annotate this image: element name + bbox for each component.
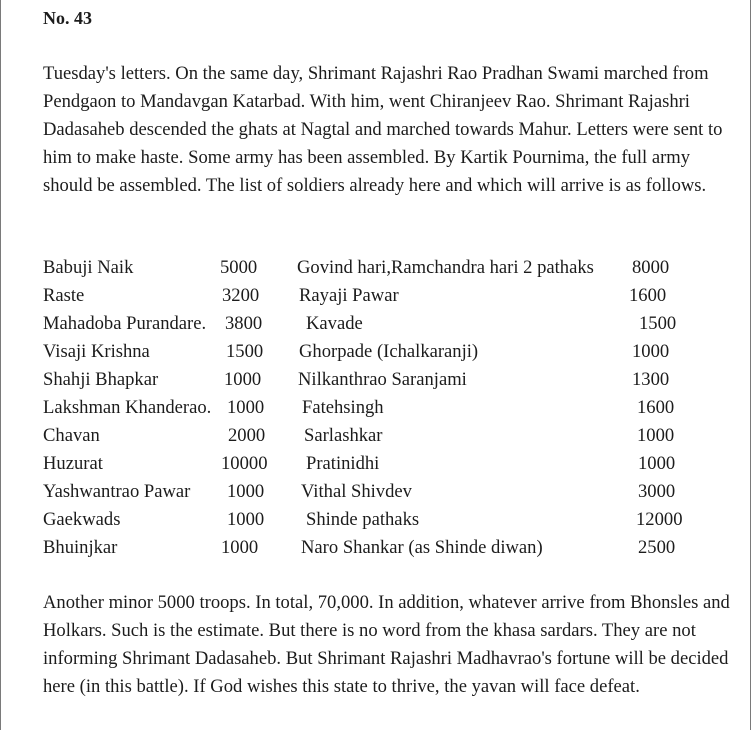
left-name: Raste (43, 285, 85, 306)
right-count: 12000 (636, 509, 683, 530)
left-count: 10000 (221, 453, 268, 474)
troop-row (1, 534, 752, 562)
right-count: 1600 (637, 397, 675, 418)
troop-row (1, 478, 752, 506)
troop-row (1, 338, 752, 366)
left-count: 1000 (221, 537, 259, 558)
left-name: Babuji Naik (43, 257, 134, 278)
troop-row (1, 310, 752, 338)
left-count: 5000 (220, 257, 258, 278)
left-name: Yashwantrao Pawar (43, 481, 191, 502)
troop-row (1, 506, 752, 534)
right-count: 1500 (639, 313, 677, 334)
right-name: Govind hari,Ramchandra hari 2 pathaks (297, 257, 594, 278)
right-count: 1600 (629, 285, 667, 306)
troop-row (1, 450, 752, 478)
right-name: Shinde pathaks (306, 509, 420, 530)
right-name: Rayaji Pawar (299, 285, 399, 306)
troop-row (1, 366, 752, 394)
left-count: 1000 (227, 481, 265, 502)
right-name: Vithal Shivdev (301, 481, 412, 502)
right-count: 2500 (638, 537, 676, 558)
left-count: 1000 (224, 369, 262, 390)
left-name: Bhuinjkar (43, 537, 118, 558)
right-count: 1000 (638, 453, 676, 474)
right-name: Kavade (306, 313, 363, 334)
left-count: 2000 (228, 425, 266, 446)
troop-row (1, 254, 752, 282)
left-name: Huzurat (43, 453, 103, 474)
letter-number: No. 43 (43, 8, 92, 28)
right-name: Fatehsingh (302, 397, 384, 418)
left-count: 3800 (225, 313, 263, 334)
left-name: Lakshman Khanderao. (43, 397, 212, 418)
left-count: 3200 (222, 285, 260, 306)
intro-paragraph: Tuesday's letters. On the same day, Shrimant Rajashri Rao Pradhan Swami marched from Pendgaon to Mandavgan Katarbad. With him, went Chiranjeev Rao. Shrimant Rajashri Dadasaheb descended the ghats at Nagtal and marched towards Mahur. Letters were sent to him to make haste. Some army has been assembled. By Kartik Pournima, the full army should be assembled. The list of soldiers already here and which will arrive is as follows. (43, 63, 723, 196)
left-count: 1000 (227, 509, 265, 530)
left-count: 1000 (227, 397, 265, 418)
right-name: Ghorpade (Ichalkaranji) (299, 341, 479, 362)
conclusion-paragraph: Another minor 5000 troops. In total, 70,000. In addition, whatever arrive from Bhonsles and Holkars. Such is the estimate. But there is no word from the khasa sardars. They are not informing Shrimant Dadasaheb. But Shrimant Rajashri Madhavrao's fortune will be decided here (in this battle). If God wishes this state to thrive, the yavan will face defeat. (43, 592, 730, 697)
left-count: 1500 (226, 341, 264, 362)
right-name: Pratinidhi (306, 453, 380, 474)
right-count: 8000 (632, 257, 670, 278)
right-name: Nilkanthrao Saranjami (298, 369, 467, 390)
left-name: Chavan (43, 425, 100, 446)
right-name: Sarlashkar (304, 425, 383, 446)
right-count: 1000 (632, 341, 670, 362)
left-name: Shahji Bhapkar (43, 369, 159, 390)
left-name: Mahadoba Purandare. (43, 313, 207, 334)
right-count: 3000 (638, 481, 676, 502)
left-name: Visaji Krishna (43, 341, 150, 362)
right-count: 1000 (637, 425, 675, 446)
troop-row (1, 394, 752, 422)
troop-row (1, 422, 752, 450)
left-name: Gaekwads (43, 509, 121, 530)
right-name: Naro Shankar (as Shinde diwan) (301, 537, 543, 558)
right-count: 1300 (632, 369, 670, 390)
troop-row (1, 282, 752, 310)
